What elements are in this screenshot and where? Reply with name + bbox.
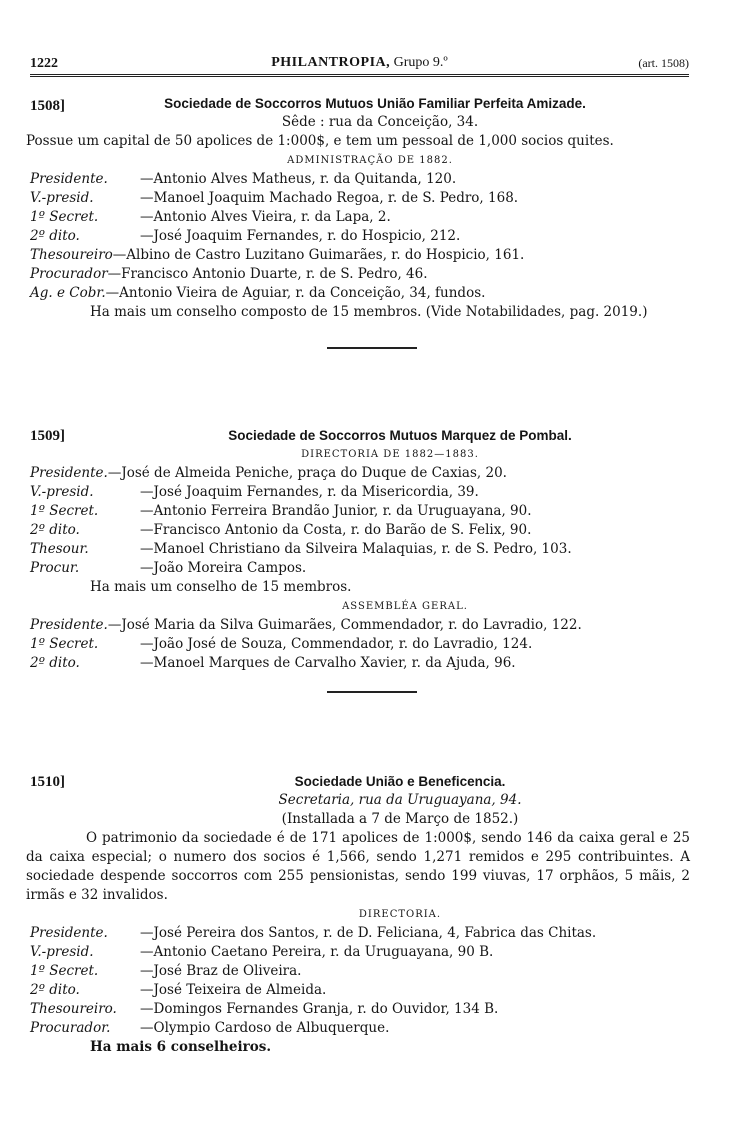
member-role: Thesour.: [30, 541, 89, 557]
entry-capital: Possue um capital de 50 apolices de 1:000$, e tem um pessoal de 1,000 socios quites.: [26, 133, 614, 149]
article-ref: (art. 1508): [638, 56, 689, 70]
member-role: Procur.: [30, 560, 80, 576]
member-role: Presidente.: [30, 465, 108, 481]
member-role: 2º dito.: [30, 522, 80, 538]
member-role: Presidente.: [30, 617, 108, 633]
member-list: [30, 464, 690, 578]
member-row: [30, 943, 690, 962]
member-row: [30, 962, 690, 981]
member-role: Procurador: [30, 266, 108, 282]
member-row: [30, 189, 690, 208]
running-title-main: PHILANTROPIA,: [271, 55, 391, 70]
member-text: —Antonio Caetano Pereira, r. da Uruguayana, 90 B.: [140, 944, 494, 960]
member-text: —Olympio Cardoso de Albuquerque.: [140, 1020, 390, 1036]
member-role: 2º dito.: [30, 982, 80, 998]
page-number: 1222: [30, 56, 58, 71]
entry-title: Sociedade União e Beneficencia.: [294, 774, 506, 789]
member-text: —João José de Souza, Commendador, r. do Lavradio, 124.: [140, 636, 533, 652]
member-row: [30, 635, 690, 654]
member-row: [30, 1019, 690, 1038]
member-row: [30, 540, 690, 559]
member-text: —José Braz de Oliveira.: [140, 963, 302, 979]
member-text: —Francisco Antonio Duarte, r. de S. Pedro, 46.: [107, 266, 428, 282]
member-role: V.-presid.: [30, 944, 94, 960]
member-text: —Francisco Antonio da Costa, r. do Barão de S. Felix, 90.: [140, 522, 532, 538]
entry-installada: (Installada a 7 de Março de 1852.): [281, 811, 519, 827]
entry-secretaria: Secretaria, rua da Uruguayana, 94.: [278, 792, 522, 808]
entry-title: Sociedade de Soccorros Mutuos Marquez de Pombal.: [228, 428, 572, 443]
member-role: 1º Secret.: [30, 636, 99, 652]
member-row: [30, 502, 690, 521]
entry-number: 1508]: [30, 98, 65, 114]
member-role: Presidente.: [30, 925, 108, 941]
member-list: [30, 170, 690, 303]
entry-1508: [26, 94, 690, 322]
member-row: [30, 981, 690, 1000]
member-role: Presidente.: [30, 171, 108, 187]
member-text: —Antonio Ferreira Brandão Junior, r. da Uruguayana, 90.: [140, 503, 532, 519]
member-text: —João Moreira Campos.: [140, 560, 307, 576]
member-text: —José Pereira dos Santos, r. de D. Feliciana, 4, Fabrica das Chitas.: [140, 925, 597, 941]
member-text: —José Joaquim Fernandes, r. da Misericordia, 39.: [140, 484, 479, 500]
member-text: —Manoel Christiano da Silveira Malaquias, r. de S. Pedro, 103.: [140, 541, 572, 557]
member-row: [30, 1000, 690, 1019]
member-row: [30, 654, 690, 673]
member-text: —Manoel Marques de Carvalho Xavier, r. da Ajuda, 96.: [140, 655, 516, 671]
entry-note: Ha mais um conselho de 15 membros.: [90, 579, 352, 595]
member-role: V.-presid.: [30, 190, 94, 206]
section-heading: ASSEMBLÉA GERAL.: [342, 601, 468, 612]
member-row: [30, 924, 690, 943]
page-header: [30, 52, 689, 77]
member-text: —Antonio Alves Matheus, r. da Quitanda, 120.: [140, 171, 457, 187]
member-role: V.-presid.: [30, 484, 94, 500]
member-row: [30, 521, 690, 540]
entry-number: 1510]: [30, 774, 65, 790]
member-role: Ag. e Cobr.: [30, 285, 106, 301]
section-heading: DIRECTORIA.: [358, 909, 442, 920]
member-text: —Antonio Alves Vieira, r. da Lapa, 2.: [140, 209, 391, 225]
entry-number: 1509]: [30, 428, 65, 444]
member-text: —José Teixeira de Almeida.: [140, 982, 327, 998]
member-row: [30, 246, 690, 265]
member-text: —Antonio Vieira de Aguiar, r. da Conceição, 34, fundos.: [105, 285, 486, 301]
member-role: 1º Secret.: [30, 209, 99, 225]
member-row: [30, 208, 690, 227]
member-role: 1º Secret.: [30, 503, 99, 519]
entry-1510: [26, 772, 690, 1057]
section-divider: [327, 691, 417, 693]
member-text: —Manoel Joaquim Machado Regoa, r. de S. Pedro, 168.: [140, 190, 519, 206]
member-row: [30, 616, 690, 635]
member-text: —Domingos Fernandes Granja, r. do Ouvidor, 134 B.: [140, 1001, 499, 1017]
section-heading: ADMINISTRAÇÃO DE 1882.: [287, 155, 453, 166]
member-row: [30, 170, 690, 189]
entry-paragraph: O patrimonio da sociedade é de 171 apolices de 1:000$, sendo 146 da caixa geral e 25 da caixa especial; o numero dos socios é 1,566, sendo 1,271 remidos e 295 contribuintes. A sociedade despende soccorros com 255 pensionistas, sendo 199 viuvas, 17 orphãos, 5 mãis, 2 irmãs e 32 invalidos.: [26, 830, 690, 903]
member-role: Procurador.: [30, 1020, 111, 1036]
member-role: Thesoureiro: [30, 247, 113, 263]
member-row: [30, 483, 690, 502]
running-title-group: Grupo 9.º: [393, 55, 448, 70]
member-role: 1º Secret.: [30, 963, 99, 979]
member-role: 2º dito.: [30, 655, 80, 671]
member-role: Thesoureiro.: [30, 1001, 117, 1017]
member-row: [30, 464, 690, 483]
entry-1509: [30, 426, 690, 673]
section-heading: DIRECTORIA DE 1882—1883.: [301, 449, 479, 460]
member-role: 2º dito.: [30, 228, 80, 244]
member-row: [30, 265, 690, 284]
member-text: —José de Almeida Peniche, praça do Duque de Caxias, 20.: [107, 465, 507, 481]
section-divider: [327, 347, 417, 349]
running-title: [30, 55, 689, 71]
member-list: [30, 616, 690, 673]
member-text: —Albino de Castro Luzitano Guimarães, r. do Hospicio, 161.: [112, 247, 525, 263]
entry-note: Ha mais 6 conselheiros.: [90, 1039, 272, 1055]
member-text: —José Maria da Silva Guimarães, Commendador, r. do Lavradio, 122.: [107, 617, 582, 633]
member-row: [30, 227, 690, 246]
entry-note: Ha mais um conselho composto de 15 membros. (Vide Notabilidades, pag. 2019.): [90, 304, 648, 320]
entry-title: Sociedade de Soccorros Mutuos União Familiar Perfeita Amizade.: [164, 96, 586, 111]
member-text: —José Joaquim Fernandes, r. do Hospicio, 212.: [140, 228, 461, 244]
entry-sede: Sêde : rua da Conceição, 34.: [281, 114, 479, 130]
member-list: [30, 924, 690, 1038]
member-row: [30, 559, 690, 578]
member-row: [30, 284, 690, 303]
